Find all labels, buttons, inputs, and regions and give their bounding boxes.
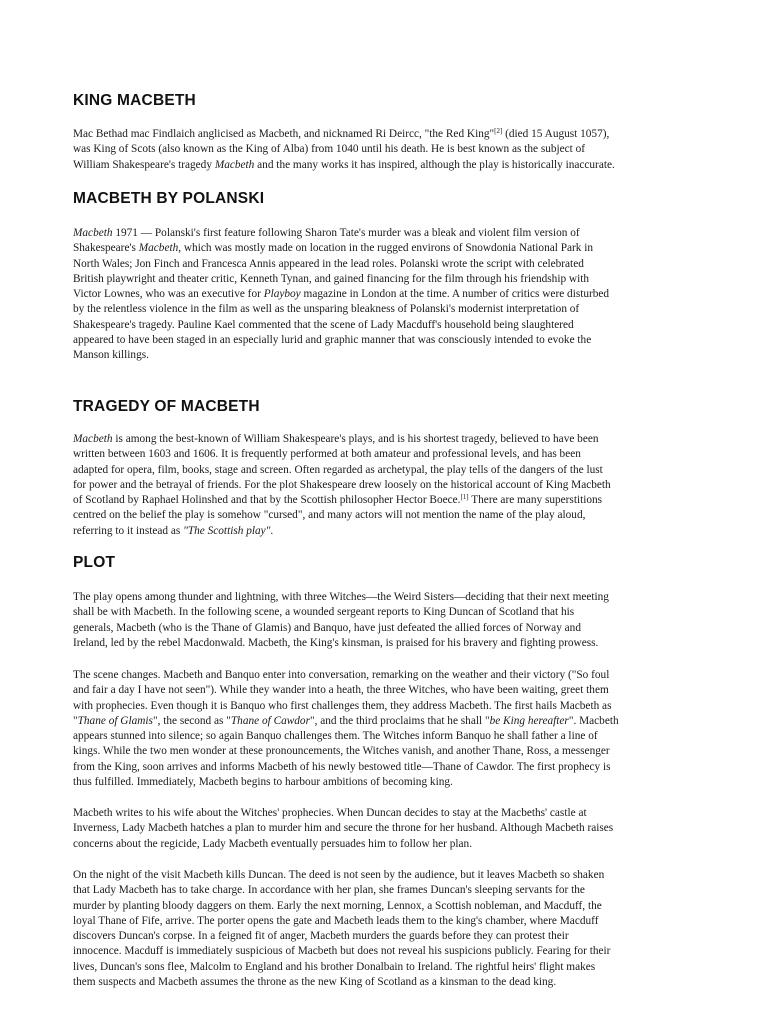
text-segment: kings. While the two men wonder at these pronouncements, the Witches vanish, and another Thane, Ross, a messenger	[73, 745, 610, 758]
heading-king-macbeth: KING MACBETH	[73, 92, 196, 109]
text-line	[73, 899, 695, 914]
text-segment: Manson killings.	[73, 349, 149, 362]
italic-text: Playboy	[263, 288, 301, 301]
text-segment: Mac Bethad mac Findlaich anglicised as Macbeth, and nicknamed Ri Deircc, "the Red King"	[73, 128, 495, 140]
text-segment: Macbeth writes to his wife about the Witches' prophecies. When Duncan decides to stay at the Macbeths' castle at	[73, 807, 587, 819]
text-segment: British playwright and theater critic, Kenneth Tynan, and gained financing for the film through his friendship with	[73, 272, 590, 285]
text-line	[73, 447, 695, 462]
text-segment: referring to it instead as	[73, 524, 184, 537]
text-segment: Shakespeare's tragedy. Pauline Kael commented that the scene of Lady Macduff's household being slaughtered	[73, 318, 574, 331]
text-segment: appears stunned into silence; so again Banquo challenges them. The Witches inform Banquo he shall father a line of	[73, 730, 598, 743]
text-segment: adapted for opera, film, books, stage and screen. Often regarded as archetypal, the play tells of the dangers of the lust	[73, 463, 603, 476]
text-line	[73, 127, 695, 142]
text-segment: On the night of the visit Macbeth kills Duncan. The deed is not seen by the audience, but it leaves Macbeth so shaken	[73, 869, 605, 881]
text-line	[73, 806, 695, 821]
text-segment: for power and the betrayal of friends. For the plot Shakespeare drew loosely on the historical account of King Macbeth	[73, 478, 611, 491]
text-segment: thus fulfilled. Immediately, Macbeth begins to harbour ambitions of becoming king.	[73, 776, 453, 789]
paragraph-tragedy	[73, 432, 695, 539]
text-segment: Ireland, led by the rebel Macdonwald. Macbeth, the King's kinsman, is praised for his bravery and fighting prowess.	[73, 636, 599, 649]
heading-tragedy-of-macbeth: TRAGEDY OF MACBETH	[73, 398, 260, 415]
text-line	[73, 158, 695, 173]
italic-text: Macbeth	[138, 242, 179, 255]
text-segment: The scene changes. Macbeth and Banquo enter into conversation, remarking on the weather and their victory ("So foul	[73, 669, 610, 681]
paragraph-plot-4	[73, 868, 695, 990]
text-segment: murder by planting bloody daggers on them. Early the next morning, Lennox, a Scottish nobleman, and Macduff, the	[73, 899, 602, 912]
text-line	[73, 432, 695, 447]
citation-superscript: [1]	[460, 493, 469, 502]
text-segment: and fair a day I have not seen"). While they wander into a heath, the three Witches, who have been waiting, greet them	[73, 684, 609, 697]
text-line	[73, 729, 695, 744]
text-line	[73, 257, 695, 272]
text-segment: with prophecies. Even though it is Banquo who first challenges them, they address Macbeth. The first hails Macbeth as	[73, 699, 612, 712]
text-line	[73, 744, 695, 759]
text-segment: that Lady Macbeth has to take charge. In accordance with her plan, she frames Duncan's sleeping servants for the	[73, 884, 585, 897]
text-segment: is among the best-known of William Shakespeare's plays, and is his shortest tragedy, believed to have been	[112, 433, 599, 445]
text-segment: concerns about the regicide, Lady Macbeth eventually persuades him to follow her plan.	[73, 837, 473, 850]
paragraph-polanski	[73, 226, 695, 364]
text-line	[73, 241, 695, 256]
text-segment: ", and the third proclaims that he shall "	[309, 714, 490, 727]
text-segment: Inverness, Lady Macbeth hatches a plan to murder him and secure the throne for her husband. Although Macbeth raises	[73, 822, 614, 835]
text-segment: 1971 — Polanski's first feature following Sharon Tate's murder was a bleak and violent film version of	[112, 227, 580, 239]
text-segment: was King of Scots (also known as the King of Alba) from 1040 until his death. He is best known as the subject of	[73, 143, 586, 156]
text-line	[73, 272, 695, 287]
text-line	[73, 478, 695, 493]
text-line	[73, 960, 695, 975]
text-line	[73, 914, 695, 929]
text-line	[73, 883, 695, 898]
italic-text: Thane of Cawdor	[230, 714, 310, 727]
text-segment: loyal Thane of Fife, arrive. The porter opens the gate and Macbeth leads them to the king's chamber, where Macduff	[73, 914, 599, 927]
heading-plot: PLOT	[73, 554, 116, 571]
text-segment: centred on the belief the play is somehow "cursed", and many actors will not mention the name of the play aloud,	[73, 509, 586, 522]
text-segment: them suspects and Macbeth assumes the throne as the new King of Scotland as a kinsman to the dead king.	[73, 976, 557, 989]
paragraph-plot-2	[73, 668, 695, 790]
text-line	[73, 493, 695, 508]
text-segment: "	[73, 714, 78, 727]
text-line	[73, 605, 695, 620]
text-line	[73, 636, 695, 651]
text-segment: Victor Lownes, who was an executive for	[73, 288, 264, 301]
text-line	[73, 318, 695, 333]
text-segment: The play opens among thunder and lightning, with three Witches—the Weird Sisters—deciding that their next meeting	[73, 591, 609, 603]
italic-text: Thane of Glamis	[77, 714, 153, 727]
text-segment: William Shakespeare's tragedy	[73, 158, 215, 171]
text-segment: (died 15 August 1057),	[502, 128, 610, 140]
text-segment: shall be with Macbeth. In the following scene, a wounded sergeant reports to King Duncan of Scotland that his	[73, 606, 575, 619]
text-line	[73, 302, 695, 317]
text-segment: appeared to have been staged in an especially lurid and graphic manner that was consciously intended to evoke the	[73, 334, 592, 347]
text-line	[73, 142, 695, 157]
text-segment: .	[270, 524, 274, 537]
text-segment: by the relentless violence in the film as well as the unsparing bleakness of Polanski's modernist interpretation of	[73, 303, 580, 316]
text-line	[73, 463, 695, 478]
text-segment: Shakespeare's	[73, 242, 139, 255]
text-line	[73, 699, 695, 714]
paragraph-plot-1	[73, 590, 695, 651]
italic-text: "The Scottish play"	[183, 524, 271, 537]
text-line	[73, 508, 695, 523]
italic-text: Macbeth	[73, 227, 113, 239]
paragraph-plot-3	[73, 806, 695, 852]
text-segment: and the many works it has inspired, although the play is historically inaccurate.	[254, 158, 615, 171]
text-line	[73, 668, 695, 683]
text-line	[73, 975, 695, 990]
text-line	[73, 775, 695, 790]
text-segment: discovers Duncan's corpse. In a feigned fit of anger, Macbeth murders the guards before they can protest their	[73, 930, 569, 943]
text-line	[73, 868, 695, 883]
text-segment: ". Macbeth	[568, 714, 619, 727]
text-segment: written between 1603 and 1606. It is frequently performed at both amateur and professional levels, and has been	[73, 448, 581, 461]
text-segment: lives, Duncan's sons flee, Malcolm to England and his brother Donalbain to Ireland. The rightful heirs' flight makes	[73, 960, 596, 973]
text-segment: , which was mostly made on location in the rugged environs of Snowdonia National Park in	[178, 242, 594, 255]
paragraph-king-macbeth	[73, 127, 695, 173]
text-line	[73, 621, 695, 636]
heading-macbeth-by-polanski: MACBETH BY POLANSKI	[73, 190, 265, 207]
text-line	[73, 333, 695, 348]
italic-text: be King hereafter	[489, 714, 569, 727]
text-segment: innocence. Macduff is immediately suspicious of Macbeth but does not reveal his suspicions publicly. Fearing for their	[73, 945, 611, 958]
text-line	[73, 821, 695, 836]
text-line	[73, 944, 695, 959]
text-segment: North Wales; Jon Finch and Francesca Annis appeared in the lead roles. Polanski wrote the script with celebrated	[73, 257, 584, 270]
text-line	[73, 929, 695, 944]
text-segment: generals, Macbeth (who is the Thane of Glamis) and Banquo, have just defeated the allied forces of Norway and	[73, 621, 581, 634]
text-line	[73, 590, 695, 605]
text-segment: magazine in London at the time. A number of critics were disturbed	[300, 288, 610, 301]
italic-text: Macbeth	[214, 158, 255, 171]
text-line	[73, 837, 695, 852]
text-line	[73, 287, 695, 302]
text-segment: There are many superstitions	[468, 494, 603, 507]
text-line	[73, 348, 695, 363]
italic-text: Macbeth	[73, 433, 113, 445]
text-line	[73, 683, 695, 698]
text-line	[73, 524, 695, 539]
text-segment: of Scotland by Raphael Holinshed and that by the Scottish philosopher Hector Boece.	[73, 494, 461, 507]
citation-superscript: [2]	[494, 127, 503, 135]
text-line	[73, 714, 695, 729]
text-line	[73, 760, 695, 775]
text-line	[73, 226, 695, 241]
text-segment: from the King, soon arrives and informs Macbeth of his newly bestowed title—Thane of Cawdor. The first prophecy is	[73, 760, 611, 773]
text-segment: ", the second as "	[152, 714, 231, 727]
